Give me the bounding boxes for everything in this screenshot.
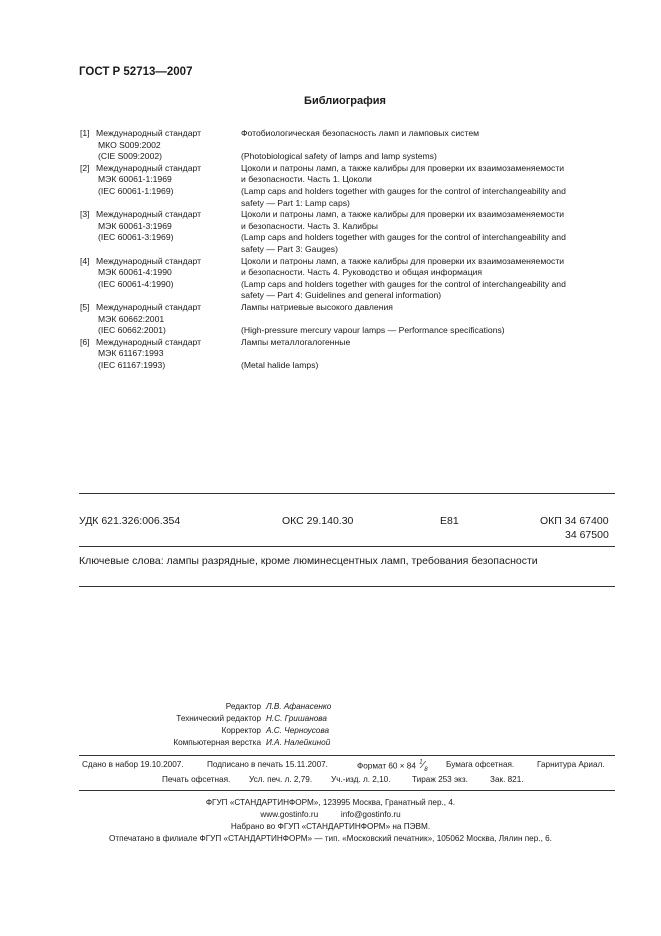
publisher-printed: Отпечатано в филиале ФГУП «СТАНДАРТИНФОРМ» — тип. «Московский печатник», 105062 Москва, Лялин пер., 6.: [109, 834, 552, 843]
bibliography-entry: [80, 302, 620, 337]
section-title: Библиография: [304, 95, 386, 107]
divider-print-bottom: [79, 790, 615, 791]
entry-title-line: (Lamp caps and holders together with gauges for the control of interchangeability and: [241, 278, 566, 289]
entry-source-line: МЭК 61167:1993: [98, 348, 164, 359]
staff-role: Компьютерная верстка: [173, 738, 261, 747]
entry-title-line: и безопасности. Часть 1. Цоколи: [241, 174, 372, 185]
entry-title-line: safety — Part 1: Lamp caps): [241, 197, 350, 208]
print-set-date: Сдано в набор 19.10.2007.: [82, 760, 184, 769]
okp-code-1: ОКП 34 67400: [540, 515, 609, 527]
print-order: Зак. 821.: [490, 775, 524, 784]
entry-source-line: (IEC 61167:1993): [98, 359, 166, 370]
entry-source-line: Международный стандарт: [96, 209, 202, 220]
entry-source-line: Международный стандарт: [96, 301, 202, 312]
entry-title-line: Лампы металлогалогенные: [241, 336, 351, 347]
entry-source: [96, 209, 241, 255]
udk-code: УДК 621.326:006.354: [79, 515, 181, 527]
entry-title: [241, 256, 620, 302]
entry-title-line: (Metal halide lamps): [241, 359, 319, 370]
entry-title-line: и безопасности. Часть 4. Руководство и общая информация: [241, 267, 483, 278]
entry-number: [1]: [80, 128, 90, 138]
entry-title: [241, 302, 620, 337]
entry-title-line: safety — Part 4: Guidelines and general information): [241, 290, 442, 301]
entry-title: [241, 128, 620, 163]
entry-title: [241, 209, 620, 255]
staff-role: Корректор: [221, 726, 261, 735]
entry-source-line: МЭК 60061-1:1969: [98, 174, 172, 185]
staff-name: А.С. Черноусова: [266, 726, 329, 735]
entry-title-line: (Lamp caps and holders together with gauges for the control of interchangeability and: [241, 232, 566, 243]
entry-title: [241, 337, 620, 372]
entry-source: [96, 337, 241, 372]
entry-number: [6]: [80, 336, 90, 347]
publisher-address: ФГУП «СТАНДАРТИНФОРМ», 123995 Москва, Гранатный пер., 4.: [205, 798, 456, 807]
entry-source-line: МЭК 60061-3:1969: [98, 220, 172, 231]
print-method: Печать офсетная.: [162, 775, 231, 784]
staff-role: Редактор: [225, 702, 261, 711]
print-font: Гарнитура Ариал.: [537, 760, 605, 769]
entry-source-line: (IEC 60061-3:1969): [98, 232, 174, 243]
print-sign-date: Подписано в печать 15.11.2007.: [207, 760, 328, 769]
entry-title-line: (Photobiological safety of lamps and lamp systems): [241, 151, 437, 162]
entry-source-line: (IEC 60662:2001): [98, 325, 166, 336]
entry-source: [96, 256, 241, 302]
print-run: Тираж 253 экз.: [412, 775, 468, 784]
entry-source-line: Международный стандарт: [96, 162, 202, 173]
bibliography-entry: [80, 163, 620, 209]
entry-source-line: Международный стандарт: [96, 336, 202, 347]
entry-title-line: Лампы натриевые высокого давления: [241, 301, 393, 312]
entry-title-line: Цоколи и патроны ламп, а также калибры для проверки их взаимозаменяемости: [241, 209, 565, 220]
staff-name: И.А. Налейкиной: [266, 738, 331, 747]
entry-number: [5]: [80, 301, 90, 312]
oks-code: ОКС 29.140.30: [282, 515, 354, 527]
divider-top: [79, 493, 615, 494]
entry-source-line: МЭК 60061-4:1990: [98, 267, 172, 278]
format-text: Формат 60 × 84: [357, 761, 416, 771]
entry-source: [96, 302, 241, 337]
publisher-web: www.gostinfo.ru info@gostinfo.ru: [260, 810, 401, 819]
document-header: ГОСТ Р 52713—2007: [79, 66, 193, 78]
entry-source-line: (CIE S009:2002): [98, 151, 163, 162]
bibliography-entry: [80, 256, 620, 302]
entry-title-line: Цоколи и патроны ламп, а также калибры для проверки их взаимозаменяемости: [241, 162, 565, 173]
entry-source-line: Международный стандарт: [96, 255, 202, 266]
staff-name: Л.В. Афанасенко: [266, 702, 332, 711]
print-sheets: Усл. печ. л. 2,79.: [249, 775, 313, 784]
entry-source-line: (IEC 60061-4:1990): [98, 278, 174, 289]
entry-title-line: (Lamp caps and holders together with gauges for the control of interchangeability and: [241, 185, 566, 196]
entry-source-line: Международный стандарт: [96, 128, 202, 138]
entry-title-line: и безопасности. Часть 3. Калибры: [241, 220, 378, 231]
bibliography-entry: [80, 128, 620, 163]
entry-title-line: [241, 140, 620, 152]
print-format: [357, 760, 428, 773]
divider-mid: [79, 546, 615, 547]
entry-source-line: МЭК 60662:2001: [98, 313, 165, 324]
staff-role: Технический редактор: [176, 714, 261, 723]
entry-number: [2]: [80, 162, 90, 173]
bibliography-entry: [80, 337, 620, 372]
entry-title: [241, 163, 620, 209]
entry-source-line: (IEC 60061-1:1969): [98, 185, 174, 196]
divider-keywords: [79, 586, 615, 587]
print-paper: Бумага офсетная.: [446, 760, 515, 769]
entry-title-line: [241, 348, 620, 360]
entry-title-line: [241, 314, 620, 326]
entry-title-line: Цоколи и патроны ламп, а также калибры для проверки их взаимозаменяемости: [241, 255, 565, 266]
entry-number: [4]: [80, 255, 90, 266]
keywords: Ключевые слова: лампы разрядные, кроме люминесцентных ламп, требования безопасности: [79, 555, 538, 567]
entry-source: [96, 163, 241, 209]
print-edit-sheets: Уч.-изд. л. 2,10.: [331, 775, 391, 784]
entry-number: [3]: [80, 209, 90, 220]
bibliography-entry: [80, 209, 620, 255]
publisher-typeset: Набрано во ФГУП «СТАНДАРТИНФОРМ» на ПЭВМ.: [230, 822, 431, 831]
entry-source-line: МКО S009:2002: [98, 139, 161, 150]
entry-title-line: safety — Part 3: Gauges): [241, 243, 338, 254]
staff-name: Н.С. Гришанова: [266, 714, 327, 723]
format-fraction: $^1⁄_8$: [419, 760, 428, 774]
entry-title-line: Фотобиологическая безопасность ламп и ламповых систем: [241, 128, 480, 138]
e-code: Е81: [440, 515, 459, 527]
bibliography-list: [80, 128, 620, 371]
entry-source: [96, 128, 241, 163]
entry-title-line: (High-pressure mercury vapour lamps — Performance specifications): [241, 325, 505, 336]
okp-code-2: 34 67500: [565, 529, 609, 541]
divider-print-top: [79, 755, 615, 756]
